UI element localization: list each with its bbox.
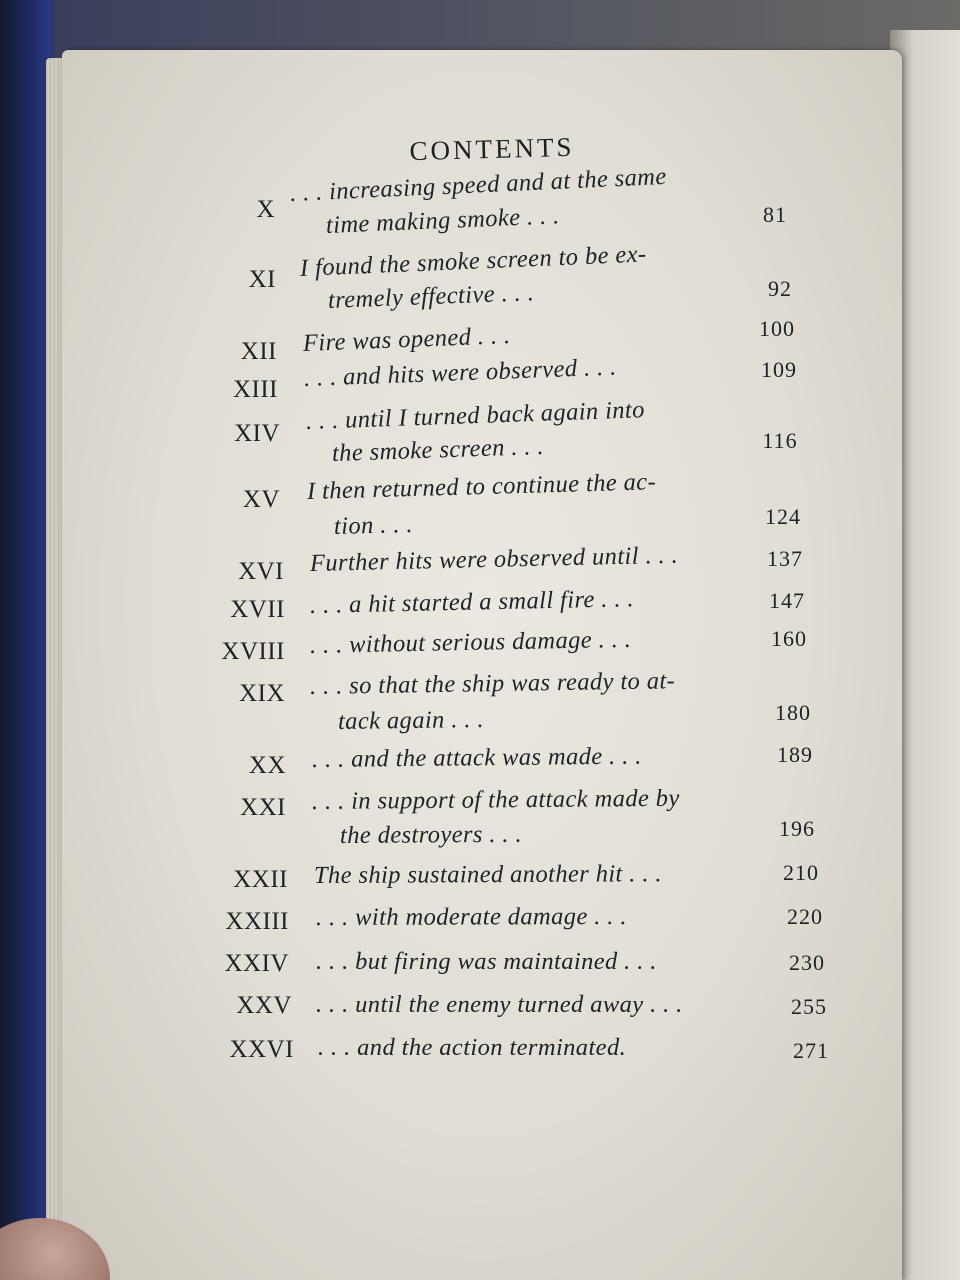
entry-title-line-1: I found the smoke screen to be ex- bbox=[299, 240, 647, 282]
entry-title-line-1: The ship sustained another hit . . . bbox=[313, 860, 662, 889]
chapter-number: XXIV bbox=[224, 950, 289, 977]
entry-title-line-2: tack again . . . bbox=[337, 705, 485, 735]
chapter-number: XI bbox=[248, 266, 276, 293]
entry-title-line-1: Fire was opened . . . bbox=[302, 322, 511, 357]
chapter-number: XXVI bbox=[229, 1036, 294, 1063]
entry-title-line-1: . . . and hits were observed . . . bbox=[303, 353, 618, 392]
entry-page-number: 189 bbox=[777, 742, 813, 767]
entry-page-number: 271 bbox=[793, 1038, 829, 1063]
entry-title-line-1: . . . in support of the attack made by bbox=[311, 784, 680, 815]
chapter-number: XXI bbox=[240, 794, 286, 821]
chapter-number: XVII bbox=[230, 596, 285, 623]
entry-title-line-1: . . . and the action terminated. bbox=[318, 1034, 627, 1061]
entry-page-number: 92 bbox=[768, 276, 792, 301]
chapter-number: XIV bbox=[234, 420, 280, 447]
entry-title-line-2: time making smoke . . . bbox=[325, 202, 561, 239]
entry-page-number: 109 bbox=[761, 357, 797, 382]
entry-title-line-2: the destroyers . . . bbox=[339, 820, 523, 849]
chapter-number: XX bbox=[248, 752, 286, 779]
page-title: CONTENTS bbox=[409, 131, 575, 167]
chapter-number: XVIII bbox=[221, 638, 285, 665]
entry-page-number: 116 bbox=[762, 428, 798, 453]
entry-page-number: 180 bbox=[775, 700, 811, 725]
entry-title-line-1: . . . so that the ship was ready to at- bbox=[309, 667, 676, 700]
chapter-number: XII bbox=[240, 338, 277, 365]
chapter-number: XXV bbox=[236, 992, 292, 1019]
entry-page-number: 147 bbox=[769, 588, 805, 613]
chapter-number: XVI bbox=[238, 558, 284, 585]
chapter-number: XIII bbox=[232, 376, 278, 403]
entry-title-line-1: . . . until the enemy turned away . . . bbox=[316, 991, 683, 1018]
entry-title-line-1: . . . a hit started a small fire . . . bbox=[309, 585, 635, 619]
chapter-number: XIX bbox=[239, 680, 285, 707]
entry-page-number: 124 bbox=[765, 504, 801, 529]
chapter-number: XXIII bbox=[225, 908, 289, 935]
entry-page-number: 220 bbox=[787, 904, 823, 929]
entry-page-number: 255 bbox=[791, 994, 827, 1019]
entry-title-line-2: tremely effective . . . bbox=[327, 279, 535, 314]
entry-title-line-1: . . . increasing speed and at the same bbox=[289, 162, 668, 207]
chapter-number: XXII bbox=[233, 866, 288, 893]
entry-page-number: 210 bbox=[783, 860, 819, 885]
entry-title-line-1: . . . and the attack was made . . . bbox=[311, 742, 642, 773]
entry-title-line-1: Further hits were observed until . . . bbox=[309, 541, 679, 577]
entry-page-number: 81 bbox=[763, 202, 787, 227]
entry-page-number: 160 bbox=[771, 626, 807, 651]
entry-page-number: 100 bbox=[759, 316, 795, 341]
entry-title-line-1: . . . until I turned back again into bbox=[305, 396, 646, 435]
entry-page-number: 137 bbox=[767, 546, 803, 571]
chapter-number: XV bbox=[242, 486, 280, 513]
entry-title-line-1: . . . but firing was maintained . . . bbox=[316, 948, 657, 975]
entry-page-number: 230 bbox=[789, 950, 825, 975]
chapter-number: X bbox=[256, 196, 275, 223]
entry-title-line-1: . . . without serious damage . . . bbox=[309, 625, 632, 659]
entry-title-line-2: tion . . . bbox=[333, 510, 414, 540]
entry-title-line-2: the smoke screen . . . bbox=[331, 432, 545, 467]
entry-title-line-1: . . . with moderate damage . . . bbox=[315, 902, 627, 931]
entry-title-line-1: I then returned to continue the ac- bbox=[306, 468, 657, 505]
entry-page-number: 196 bbox=[779, 816, 815, 841]
